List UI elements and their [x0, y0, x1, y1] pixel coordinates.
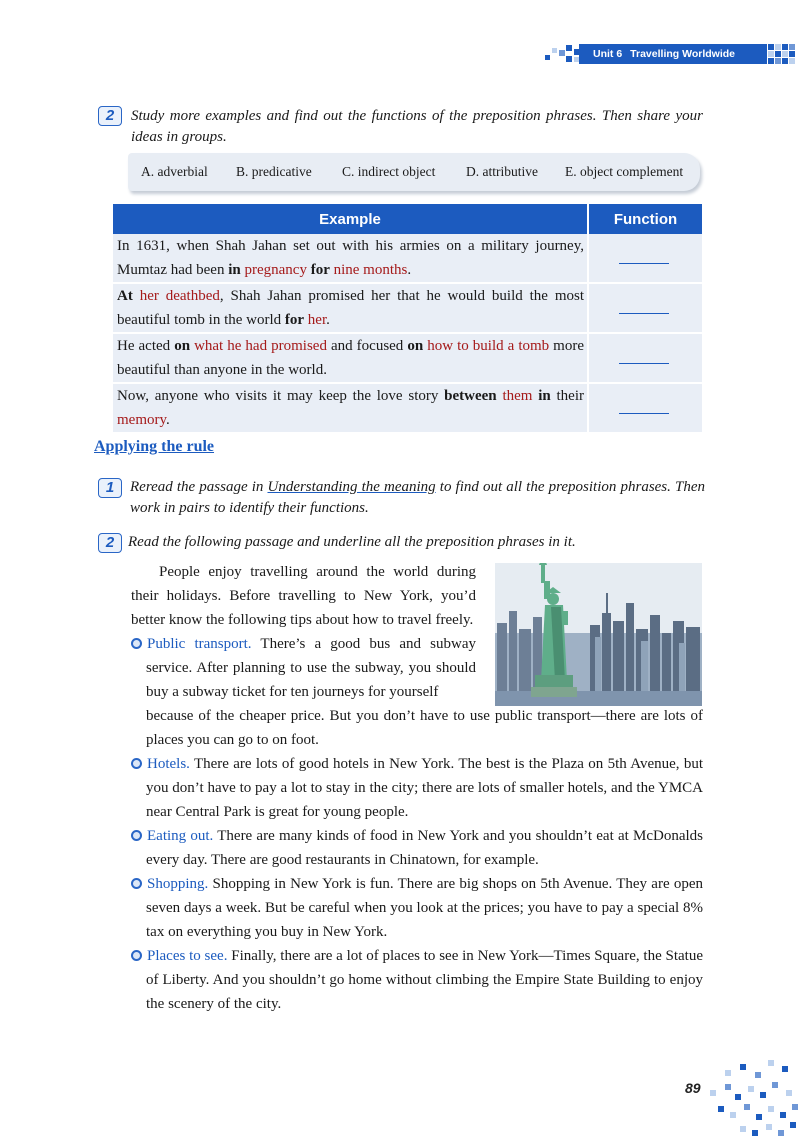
tip-public-transport: Public transport. There’s a good bus and subway service. After planning to use the subway, you should buy a subway ticket for ten journeys for yourself [131, 632, 476, 704]
bullet-icon [131, 830, 142, 841]
bullet-icon [131, 878, 142, 889]
function-options-bar [128, 153, 700, 191]
option-indirect-object: C. indirect object [342, 164, 436, 179]
example-cell: At her deathbed, Shah Jahan promised her that he would build the most beautiful tomb in the world for her. [113, 283, 588, 333]
option-adverbial: A. adverbial [141, 164, 208, 179]
table-row [113, 333, 702, 383]
tip-public-transport-continued: because of the cheaper price. But you don’t have to use public transport—there are lots of places you can go to on foot. [146, 708, 703, 748]
unit-title: Travelling Worldwide [630, 48, 735, 60]
option-predicative: B. predicative [236, 164, 312, 179]
passage-intro: People enjoy travelling around the world during their holidays. Before travelling to New York, you’d better know the following tips about how to travel freely. [131, 564, 476, 628]
tip-shopping: Shopping. Shopping in New York is fun. There are big shops on 5th Avenue. They are open seven days a week. But be careful when you look at the prices; you have to pay a special 8% tax on everything you buy in New York. [131, 872, 703, 944]
example-cell: In 1631, when Shah Jahan set out with his armies on a military journey, Mumtaz had been in pregnancy for nine months. [113, 234, 588, 283]
function-answer-blank[interactable] [588, 333, 702, 383]
tip-eating-out: Eating out. There are many kinds of food in New York and you shouldn’t eat at McDonalds every day. There are good restaurants in Chinatown, for example. [131, 824, 703, 872]
examples-table [113, 204, 702, 434]
tip-places-to-see: Places to see. Finally, there are a lot of places to see in New York—Times Square, the Statue of Liberty. And you shouldn’t go home without climbing the Empire State Building to enjoy the scenery of the city. [131, 944, 703, 1016]
unit-header [585, 44, 767, 64]
function-answer-blank[interactable] [588, 283, 702, 333]
task-number-badge: 1 [98, 478, 122, 498]
understanding-the-meaning-link[interactable]: Understanding the meaning [267, 479, 436, 495]
task-number-badge: 2 [98, 533, 122, 553]
header-example: Example [113, 204, 588, 234]
table-row [113, 283, 702, 333]
bullet-icon [131, 758, 142, 769]
task-instruction: Read the following passage and underline all the preposition phrases in it. [128, 534, 576, 550]
example-cell: Now, anyone who visits it may keep the love story between them in their memory. [113, 383, 588, 433]
function-answer-blank[interactable] [588, 383, 702, 433]
table-header-row [113, 204, 702, 234]
option-object-complement: E. object complement [565, 164, 684, 179]
applying-the-rule-heading: Applying the rule [94, 438, 215, 455]
tip-hotels: Hotels. There are lots of good hotels in New York. The best is the Plaza on 5th Avenue, but you don’t have to pay a lot to stay in the city; there are lots of smaller hotels, and the YMCA near Central Park is great for young people. [131, 752, 703, 824]
bullet-icon [131, 950, 142, 961]
task-instruction: Reread the passage in Understanding the meaning to find out all the preposition phrases. Then work in pairs to identify their functions. [130, 479, 705, 516]
table-row [113, 383, 702, 433]
task-instruction: Study more examples and find out the functions of the preposition phrases. Then share your ideas in groups. [131, 108, 703, 145]
table-row [113, 234, 702, 283]
example-cell: He acted on what he had promised and focused on how to build a tomb more beautiful than anyone in the world. [113, 333, 588, 383]
task-number-badge: 2 [98, 106, 122, 126]
option-attributive: D. attributive [466, 164, 538, 179]
unit-number: Unit 6 [593, 48, 623, 60]
header-function: Function [588, 204, 702, 234]
bullet-icon [131, 638, 142, 649]
function-answer-blank[interactable] [588, 234, 702, 283]
reading-passage [131, 560, 703, 1016]
page-number: 89 [685, 1080, 701, 1096]
